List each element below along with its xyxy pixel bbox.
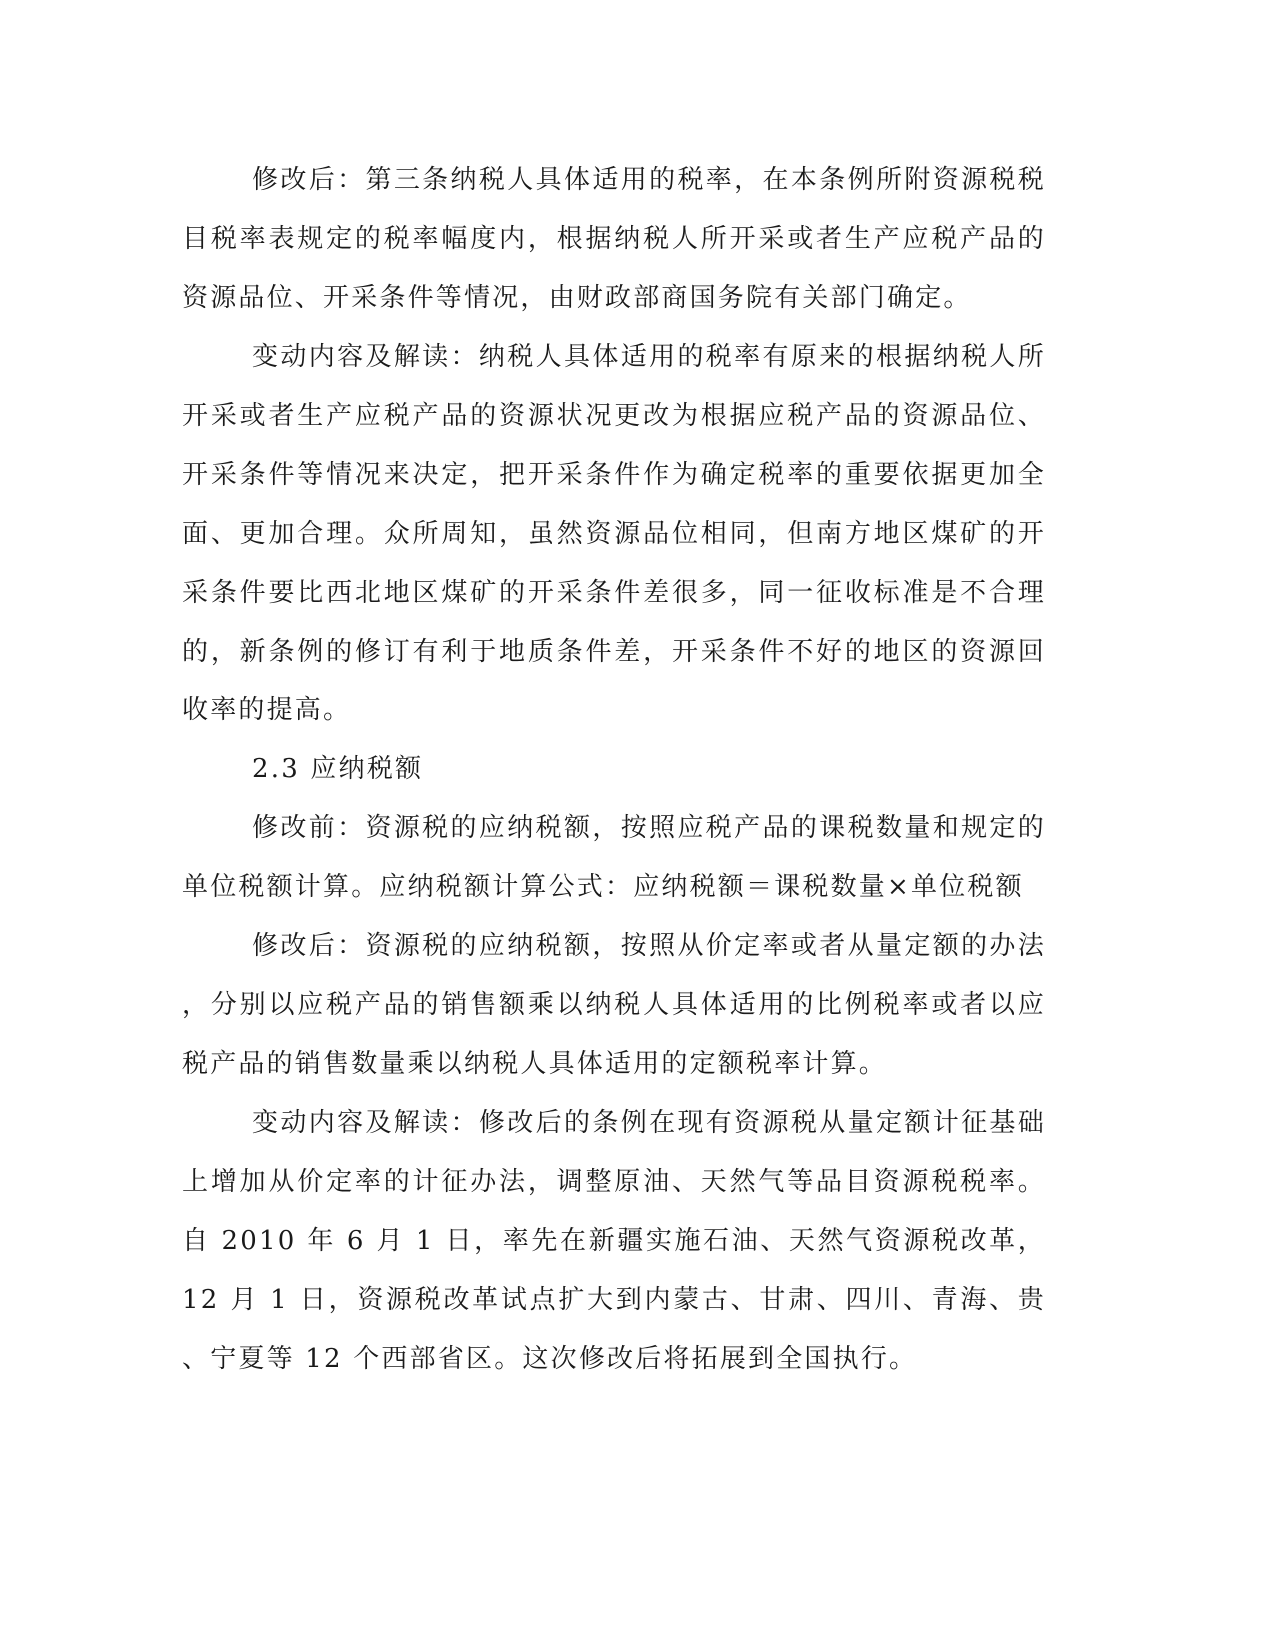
text-line: 变动内容及解读：纳税人具体适用的税率有原来的根据纳税人所 — [252, 342, 1046, 372]
text-line: 12 月 1 日，资源税改革试点扩大到内蒙古、甘肃、四川、青海、贵 — [182, 1285, 1046, 1315]
text-line: 税产品的销售数量乘以纳税人具体适用的定额税率计算。 — [182, 1049, 888, 1079]
text-line: 面、更加合理。众所周知，虽然资源品位相同，但南方地区煤矿的开 — [182, 519, 1046, 549]
text-line: 资源品位、开采条件等情况，由财政部商国务院有关部门确定。 — [182, 283, 972, 313]
text-line: 修改后：第三条纳税人具体适用的税率，在本条例所附资源税税 — [252, 165, 1046, 195]
text-line: 采条件要比西北地区煤矿的开采条件差很多，同一征收标准是不合理 — [182, 578, 1046, 608]
text-line: 目税率表规定的税率幅度内，根据纳税人所开采或者生产应税产品的 — [182, 224, 1046, 254]
section-heading: 2.3 应纳税额 — [252, 754, 424, 784]
text-line: 修改前：资源税的应纳税额，按照应税产品的课税数量和规定的 — [252, 813, 1046, 843]
text-line: 自 2010 年 6 月 1 日，率先在新疆实施石油、天然气资源税改革， — [182, 1226, 1046, 1256]
text-line: 开采条件等情况来决定，把开采条件作为确定税率的重要依据更加全 — [182, 460, 1046, 490]
text-line: 单位税额计算。应纳税额计算公式：应纳税额＝课税数量×单位税额 — [182, 872, 1024, 902]
text-line: 开采或者生产应税产品的资源状况更改为根据应税产品的资源品位、 — [182, 401, 1046, 431]
text-line: 变动内容及解读：修改后的条例在现有资源税从量定额计征基础 — [252, 1108, 1046, 1138]
text-line: 、宁夏等 12 个西部省区。这次修改后将拓展到全国执行。 — [182, 1344, 918, 1374]
text-line: 修改后：资源税的应纳税额，按照从价定率或者从量定额的办法 — [252, 931, 1046, 961]
text-line: ，分别以应税产品的销售额乘以纳税人具体适用的比例税率或者以应 — [182, 990, 1046, 1020]
text-line: 上增加从价定率的计征办法，调整原油、天然气等品目资源税税率。 — [182, 1167, 1046, 1197]
text-line: 收率的提高。 — [182, 695, 352, 725]
text-line: 的，新条例的修订有利于地质条件差，开采条件不好的地区的资源回 — [182, 637, 1046, 667]
